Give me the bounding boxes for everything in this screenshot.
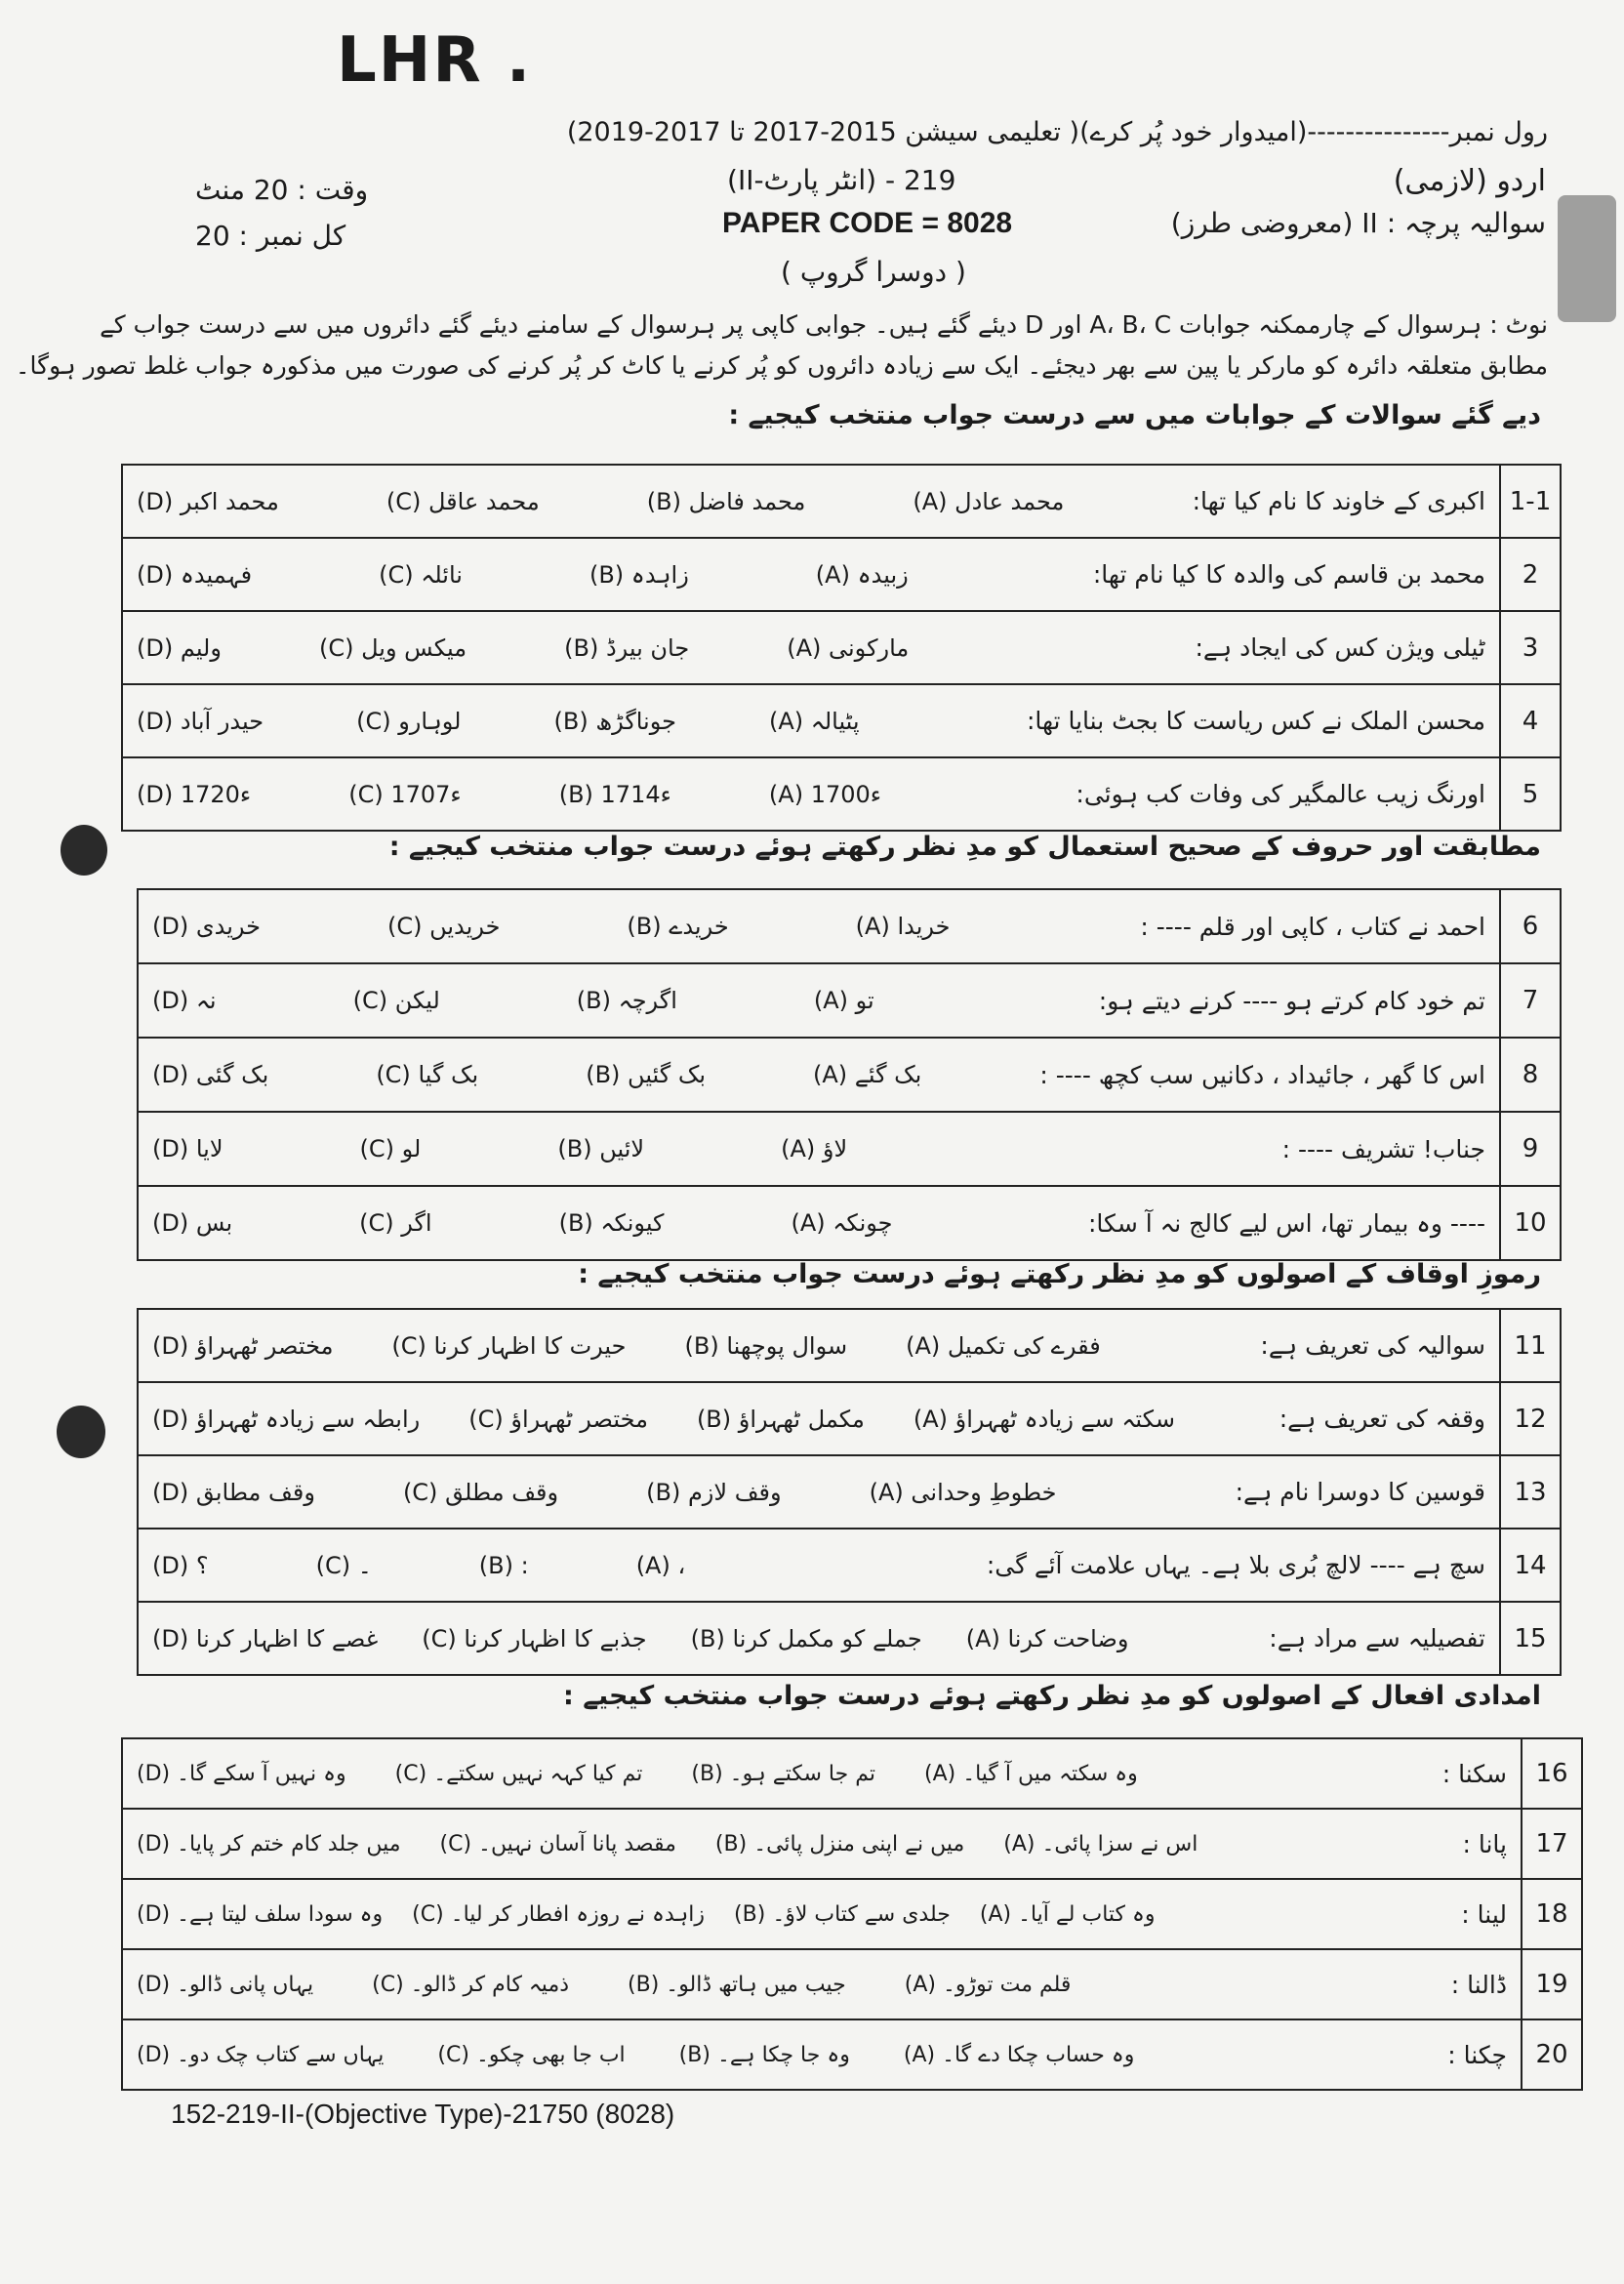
option-c: (C) مقصد پانا آسان نہیں۔ — [439, 1831, 676, 1856]
options — [137, 2043, 1134, 2067]
option-d: (D) میں جلد کام ختم کر پایا۔ — [137, 1831, 401, 1856]
option-b: (B) محمد فاضل — [646, 487, 806, 515]
roll-number-line: رول نمبر---------------(امیدوار خود پُر کرے)( تعلیمی سیشن 2015-2017 تا 2017-2019) — [566, 117, 1548, 147]
question-table — [121, 464, 1562, 832]
option-b: (B) جیب میں ہاتھ ڈالو۔ — [628, 1972, 846, 1997]
option-a: (A) مارکونی — [787, 633, 910, 662]
option-a: (A) وہ سکتہ میں آ گیا۔ — [923, 1761, 1138, 1786]
question-number: 18 — [1522, 1879, 1582, 1949]
question-number: 20 — [1522, 2019, 1582, 2090]
option-d: (D) خریدی — [152, 913, 261, 940]
question-number: 2 — [1500, 538, 1561, 611]
question-text: سچ ہے ---- لالچ بُری بلا ہے۔ یہاں علامت آئے گی: — [986, 1551, 1485, 1579]
time-label: وقت : 20 منٹ — [195, 174, 369, 206]
options — [152, 1209, 893, 1237]
question-row — [122, 1949, 1582, 2019]
option-d: (D) غصے کا اظہار کرنا — [152, 1624, 379, 1652]
option-c: (C) لیکن — [352, 987, 440, 1014]
option-d: (D) وقف مطابق — [152, 1478, 315, 1506]
option-d: (D) فہمیدہ — [137, 560, 253, 589]
question-text: جناب! تشریف ---- : — [1281, 1134, 1485, 1163]
option-a: (A) ، — [635, 1551, 686, 1579]
option-a: (A) چونکہ — [791, 1209, 893, 1237]
option-d: (D) بس — [152, 1209, 233, 1237]
note-line-1: نوٹ : ہرسوال کے چارممکنہ جوابات A، B، C اور D دیئے گئے ہیں۔ جوابی کاپی پر ہرسوال کے سامنے دیئے گئے دائروں میں سے درست جواب کے — [100, 310, 1548, 339]
question-number: 7 — [1500, 963, 1561, 1038]
option-c: (C) 1707ء — [348, 780, 462, 808]
section-title: رموزِ اوقاف کے اصولوں کو مدِ نظر رکھتے ہوئے درست جواب منتخب کیجیے : — [578, 1259, 1541, 1289]
question-number: 8 — [1500, 1038, 1561, 1112]
option-d: (D) یہاں سے کتاب چک دو۔ — [137, 2042, 385, 2067]
option-a: (A) اس نے سزا پائی۔ — [1003, 1831, 1198, 1856]
question-text: قوسین کا دوسرا نام ہے: — [1235, 1478, 1485, 1506]
option-c: (C) اب جا بھی چکو۔ — [437, 2042, 626, 2067]
question-text: ٹیلی ویژن کس کی ایجاد ہے: — [1195, 633, 1485, 662]
paper-type: سوالیہ پرچہ : II (معروضی طرز) — [1170, 207, 1546, 239]
option-b: (B) 1714ء — [558, 780, 671, 808]
option-d: (D) حیدر آباد — [137, 707, 264, 735]
question-text: محمد بن قاسم کی والدہ کا کیا نام تھا: — [1092, 560, 1485, 589]
question-text: اکبری کے خاوند کا نام کیا تھا: — [1192, 487, 1485, 515]
question-row — [138, 1186, 1561, 1260]
option-c: (C) ذمیہ کام کر ڈالو۔ — [372, 1972, 570, 1997]
options — [152, 987, 874, 1014]
question-number: 17 — [1522, 1809, 1582, 1879]
question-row — [122, 2019, 1582, 2090]
question-text: پانا : — [1462, 1829, 1507, 1858]
punch-hole-mark — [61, 825, 107, 876]
option-c: (C) لوہارو — [356, 707, 462, 735]
option-c: (C) بک گیا — [376, 1061, 479, 1088]
question-row — [122, 1809, 1582, 1879]
question-number: 16 — [1522, 1738, 1582, 1809]
option-d: (D) محمد اکبر — [137, 487, 279, 515]
option-b: (B) تم جا سکتے ہو۔ — [691, 1761, 875, 1786]
option-b: (B) بک گئیں — [586, 1061, 707, 1088]
option-c: (C) زاہدہ نے روزہ افطار کر لیا۔ — [412, 1901, 706, 1927]
question-text: تم خود کام کرتے ہو ---- کرنے دیتے ہو: — [1098, 986, 1485, 1015]
question-row — [138, 1382, 1561, 1455]
question-table — [137, 888, 1562, 1261]
option-c: (C) اگر — [359, 1209, 432, 1237]
option-b: (B) لائیں — [557, 1135, 645, 1162]
question-number: 5 — [1500, 757, 1561, 831]
option-d: (D) یہاں پانی ڈالو۔ — [137, 1972, 314, 1997]
option-c: (C) حیرت کا اظہار کرنا — [391, 1331, 627, 1360]
question-number: 4 — [1500, 684, 1561, 757]
option-c: (C) مختصر ٹھہراؤ — [468, 1405, 648, 1433]
options — [137, 1973, 1071, 1997]
option-d: (D) بک گئی — [152, 1061, 269, 1088]
question-number: 15 — [1500, 1602, 1561, 1675]
option-a: (A) سکتہ سے زیادہ ٹھہراؤ — [913, 1405, 1176, 1433]
option-b: (B) سوال پوچھنا — [684, 1331, 848, 1360]
option-b: (B) خریدے — [627, 913, 729, 940]
question-number: 3 — [1500, 611, 1561, 684]
options — [152, 1406, 1175, 1433]
options — [137, 1832, 1198, 1856]
inter-part: 219 - (انٹر پارٹ-II) — [727, 164, 956, 196]
question-number: 13 — [1500, 1455, 1561, 1529]
question-row — [122, 757, 1561, 831]
options — [137, 488, 1064, 515]
option-b: (B) : — [478, 1551, 529, 1579]
options — [152, 1061, 921, 1088]
total-marks-label: کل نمبر : 20 — [195, 220, 346, 252]
question-number: 12 — [1500, 1382, 1561, 1455]
option-d: (D) مختصر ٹھہراؤ — [152, 1331, 334, 1360]
question-number: 10 — [1500, 1186, 1561, 1260]
options — [137, 1902, 1156, 1927]
option-b: (B) میں نے اپنی منزل پائی۔ — [714, 1831, 965, 1856]
question-number: 6 — [1500, 889, 1561, 963]
question-row — [138, 1455, 1561, 1529]
option-a: (A) خطوطِ وحدانی — [869, 1478, 1057, 1506]
option-a: (A) پٹیالہ — [768, 707, 860, 735]
subject-title: اردو (لازمی) — [1393, 164, 1546, 198]
question-text: سوالیہ کی تعریف ہے: — [1260, 1331, 1485, 1360]
option-b: (B) جملے کو مکمل کرنا — [690, 1624, 922, 1652]
question-row — [122, 611, 1561, 684]
option-a: (A) وہ حساب چکا دے گا۔ — [903, 2042, 1135, 2067]
question-row — [138, 1112, 1561, 1186]
option-d: (D) رابطہ سے زیادہ ٹھہراؤ — [152, 1405, 421, 1433]
question-text: اس کا گھر ، جائیداد ، دکانیں سب کچھ ---- : — [1039, 1060, 1485, 1089]
option-d: (D) 1720ء — [137, 780, 252, 808]
option-c: (C) وقف مطلق — [402, 1478, 559, 1506]
option-d: (D) نہ — [152, 987, 217, 1014]
option-d: (D) ولیم — [137, 633, 222, 662]
question-number: 14 — [1500, 1529, 1561, 1602]
options — [137, 708, 860, 735]
punch-hole-mark — [57, 1406, 105, 1458]
option-a: (A) زبیدہ — [815, 560, 909, 589]
question-text: محسن الملک نے کس ریاست کا بجٹ بنایا تھا: — [1026, 707, 1485, 735]
question-text: وقفہ کی تعریف ہے: — [1279, 1405, 1485, 1433]
question-number: 1-1 — [1500, 465, 1561, 538]
options — [152, 913, 950, 940]
options — [137, 634, 909, 662]
option-b: (B) مکمل ٹھہراؤ — [696, 1405, 865, 1433]
option-c: (C) تم کیا کہہ نہیں سکتے۔ — [394, 1761, 643, 1786]
question-text: ---- وہ بیمار تھا، اس لیے کالج نہ آ سکا: — [1087, 1208, 1485, 1238]
question-row — [138, 963, 1561, 1038]
question-text: سکنا : — [1441, 1759, 1507, 1788]
question-number: 9 — [1500, 1112, 1561, 1186]
option-d: (D) وہ نہیں آ سکے گا۔ — [137, 1761, 346, 1786]
question-table — [121, 1737, 1583, 2091]
option-d: (D) ؟ — [152, 1551, 209, 1579]
question-row — [122, 1879, 1582, 1949]
option-a: (A) لاؤ — [781, 1135, 848, 1162]
footer-code: 152-219-II-(Objective Type)-21750 (8028) — [171, 2099, 675, 2129]
question-text: لینا : — [1461, 1899, 1507, 1929]
note-line-2: مطابق متعلقہ دائرہ کو مارکر یا پین سے بھر دیجئے۔ ایک سے زیادہ دائروں کو پُر کرنے یا کاٹ کر پُر کرنے کی صورت میں مذکورہ جواب غلط تصور ہوگا۔ — [15, 351, 1548, 380]
option-a: (A) 1700ء — [768, 780, 882, 808]
question-table — [137, 1308, 1562, 1676]
option-b: (B) وہ جا چکا ہے۔ — [678, 2042, 850, 2067]
section-title: مطابقت اور حروف کے صحیح استعمال کو مدِ نظر رکھتے ہوئے درست جواب منتخب کیجیے : — [388, 832, 1541, 862]
option-d: (D) وہ سودا سلف لیتا ہے۔ — [137, 1901, 384, 1927]
options — [152, 1479, 1057, 1506]
option-c: (C) لو — [359, 1135, 422, 1162]
options — [137, 561, 909, 589]
option-b: (B) اگرچہ — [576, 987, 677, 1014]
question-row — [122, 684, 1561, 757]
option-c: (C) نائلہ — [379, 560, 463, 589]
question-number: 19 — [1522, 1949, 1582, 2019]
options — [137, 1762, 1138, 1786]
options — [152, 1332, 1101, 1360]
option-b: (B) زاہدہ — [589, 560, 689, 589]
question-row — [138, 1529, 1561, 1602]
options — [152, 1625, 1128, 1652]
option-d: (D) لایا — [152, 1135, 223, 1162]
group-label: ( دوسرا گروپ ) — [781, 256, 966, 288]
question-row — [138, 1602, 1561, 1675]
question-row — [122, 538, 1561, 611]
option-a: (A) وضاحت کرنا — [965, 1624, 1129, 1652]
options — [152, 1552, 685, 1579]
handwritten-mark: LHR . — [337, 24, 533, 97]
option-a: (A) تو — [813, 987, 874, 1014]
option-a: (A) قلم مت توڑو۔ — [904, 1972, 1072, 1997]
options — [152, 1135, 847, 1162]
question-row — [138, 889, 1561, 963]
option-c: (C) میکس ویل — [318, 633, 467, 662]
option-a: (A) وہ کتاب لے آیا۔ — [979, 1901, 1156, 1927]
question-row — [138, 1309, 1561, 1382]
question-row — [122, 465, 1561, 538]
option-a: (A) محمد عادل — [913, 487, 1065, 515]
section-title: دیے گئے سوالات کے جوابات میں سے درست جواب منتخب کیجیے : — [728, 400, 1541, 430]
option-c: (C) محمد عاقل — [386, 487, 540, 515]
option-b: (B) کیونکہ — [558, 1209, 665, 1237]
option-b: (B) جوناگڑھ — [553, 707, 676, 735]
option-c: (C) جذبے کا اظہار کرنا — [422, 1624, 647, 1652]
question-text: اورنگ زیب عالمگیر کی وفات کب ہوئی: — [1076, 780, 1485, 808]
section-title: امدادی افعال کے اصولوں کو مدِ نظر رکھتے ہوئے درست جواب منتخب کیجیے : — [563, 1681, 1541, 1711]
ink-smudge — [1558, 195, 1616, 322]
option-b: (B) جلدی سے کتاب لاؤ۔ — [734, 1901, 951, 1927]
options — [137, 781, 881, 808]
option-a: (A) خریدا — [855, 913, 951, 940]
question-number: 11 — [1500, 1309, 1561, 1382]
question-text: تفصیلیہ سے مراد ہے: — [1269, 1624, 1485, 1652]
option-a: (A) فقرے کی تکمیل — [906, 1331, 1101, 1360]
option-c: (C) خریدیں — [386, 913, 501, 940]
option-b: (B) جان بیرڈ — [564, 633, 690, 662]
question-text: چکنا : — [1447, 2040, 1507, 2069]
question-text: احمد نے کتاب ، کاپی اور قلم ---- : — [1140, 912, 1485, 941]
option-b: (B) وقف لازم — [646, 1478, 782, 1506]
option-a: (A) بک گئے — [813, 1061, 922, 1088]
question-row — [122, 1738, 1582, 1809]
question-row — [138, 1038, 1561, 1112]
question-text: ڈالنا : — [1450, 1970, 1507, 1999]
instructions-note — [15, 305, 1548, 387]
option-c: (C) ۔ — [315, 1551, 372, 1579]
paper-code: PAPER CODE = 8028 — [722, 207, 1013, 239]
